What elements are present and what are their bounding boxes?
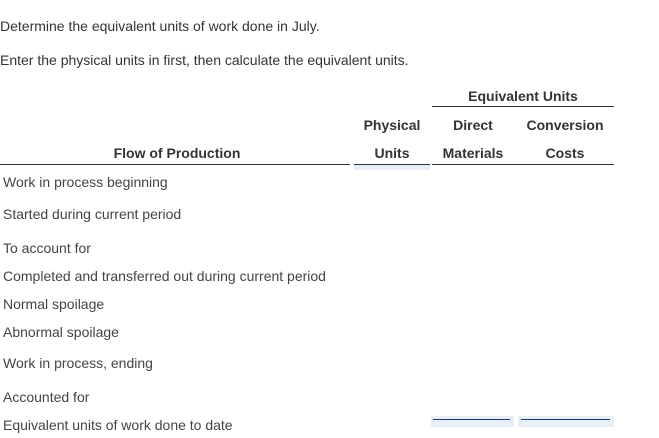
physical-units-header-top: Physical	[363, 117, 421, 133]
row-label-abnormal-spoilage: Abnormal spoilage	[3, 324, 119, 340]
dm-completed-input[interactable]	[432, 266, 518, 290]
dm-abnormal-spoilage-input[interactable]	[432, 322, 518, 346]
instruction-text-2: Enter the physical units in first, then calculate the equivalent units.	[0, 52, 409, 68]
row-label-started: Started during current period	[3, 206, 182, 222]
row-label-equivalent-units-to-date: Equivalent units of work done to date	[3, 417, 233, 433]
header-rule-equivalent	[432, 164, 614, 165]
row-label-wip-beginning: Work in process beginning	[3, 174, 168, 190]
cc-normal-spoilage-input[interactable]	[516, 294, 618, 318]
physical-units-wip-beginning-input[interactable]	[354, 172, 434, 196]
equivalent-units-header: Equivalent Units	[468, 88, 578, 104]
physical-units-to-account-for-input[interactable]	[354, 238, 434, 262]
direct-materials-header-bottom: Materials	[442, 145, 504, 161]
cc-abnormal-spoilage-input[interactable]	[516, 322, 618, 346]
dm-wip-ending-input[interactable]	[432, 353, 518, 377]
cc-completed-input[interactable]	[516, 266, 618, 290]
instruction-text-1: Determine the equivalent units of work done in July.	[0, 18, 320, 34]
physical-units-completed-input[interactable]	[354, 266, 434, 290]
header-rule-flow	[0, 164, 350, 165]
physical-units-header-bottom: Units	[374, 145, 410, 161]
physical-units-started-input[interactable]	[354, 204, 434, 228]
physical-input-shade	[354, 165, 430, 170]
dm-total-rule	[433, 419, 510, 420]
flow-of-production-header: Flow of Production	[113, 145, 241, 161]
physical-units-normal-spoilage-input[interactable]	[354, 294, 434, 318]
cc-wip-ending-input[interactable]	[516, 353, 618, 377]
cc-total-rule	[521, 419, 610, 420]
conversion-costs-header-top: Conversion	[526, 117, 604, 133]
row-label-accounted-for: Accounted for	[3, 389, 90, 405]
physical-units-abnormal-spoilage-input[interactable]	[354, 322, 434, 346]
direct-materials-header-top: Direct	[453, 117, 493, 133]
row-label-completed: Completed and transferred out during current period	[3, 268, 326, 284]
dm-normal-spoilage-input[interactable]	[432, 294, 518, 318]
dm-total-cell[interactable]	[431, 416, 514, 427]
row-label-wip-ending: Work in process, ending	[3, 355, 153, 371]
equivalent-units-rule	[432, 106, 614, 107]
physical-units-accounted-for-input[interactable]	[354, 387, 434, 411]
cc-total-cell[interactable]	[518, 416, 614, 427]
physical-units-wip-ending-input[interactable]	[354, 353, 434, 377]
row-label-to-account-for: To account for	[3, 240, 91, 256]
conversion-costs-header-bottom: Costs	[545, 145, 585, 161]
row-label-normal-spoilage: Normal spoilage	[3, 296, 105, 312]
